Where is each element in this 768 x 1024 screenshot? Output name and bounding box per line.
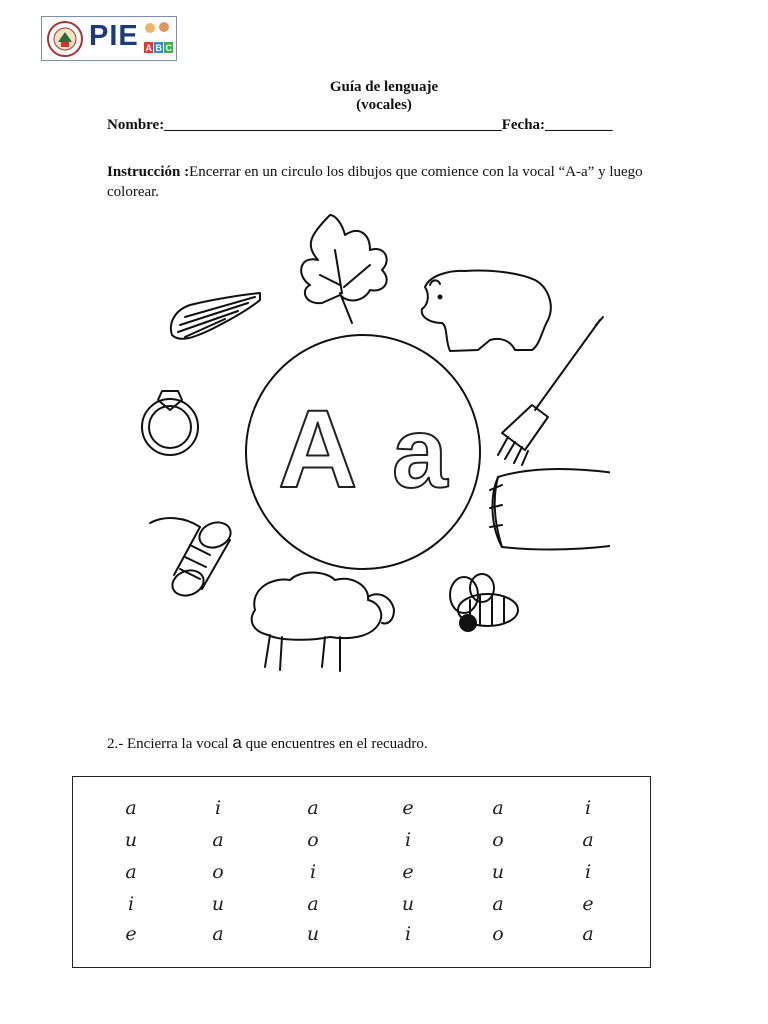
- vowel-cell[interactable]: o: [212, 861, 224, 883]
- question-2-prefix: 2.- Encierra la vocal: [107, 736, 229, 752]
- vowel-cell[interactable]: o: [307, 829, 319, 851]
- pillow-icon[interactable]: [490, 469, 610, 550]
- vowel-cell[interactable]: u: [401, 893, 415, 915]
- vowel-cell[interactable]: a: [125, 797, 137, 819]
- vowel-cell[interactable]: i: [404, 923, 412, 945]
- ring-icon[interactable]: [142, 391, 198, 455]
- vowel-cell[interactable]: a: [125, 861, 137, 883]
- school-logo: [41, 16, 177, 61]
- instruction-label: Instrucción :: [107, 164, 190, 180]
- vowel-cell[interactable]: a: [307, 893, 319, 915]
- vowel-cell[interactable]: a: [212, 923, 224, 945]
- vowel-cell[interactable]: i: [404, 829, 412, 851]
- question-2: [107, 733, 428, 753]
- date-label: Fecha:: [501, 117, 546, 133]
- vowel-cell[interactable]: i: [127, 893, 135, 915]
- worksheet-subtitle: (vocales): [356, 97, 412, 113]
- sheep-icon[interactable]: [252, 573, 394, 672]
- instruction-body: Encerrar en un circulo los dibujos que comience con la vocal “A-a” y luego colorear.: [107, 164, 643, 200]
- vowel-picture-circle: [130, 205, 610, 685]
- kids-abc-icon: [142, 20, 175, 58]
- vowel-cell[interactable]: e: [125, 923, 137, 945]
- vowel-cell[interactable]: a: [582, 829, 594, 851]
- date-field[interactable]: _________: [545, 117, 613, 133]
- spool-icon[interactable]: [150, 518, 234, 600]
- vowel-cell[interactable]: e: [582, 893, 594, 915]
- wing-icon[interactable]: [171, 293, 260, 339]
- vowel-grid-box: [72, 776, 651, 968]
- vowel-cell[interactable]: i: [584, 797, 592, 819]
- vowel-cell[interactable]: e: [402, 861, 414, 883]
- vowel-cell[interactable]: i: [309, 861, 317, 883]
- svg-text:A: A: [145, 43, 152, 53]
- leaf-icon[interactable]: [301, 215, 387, 323]
- question-2-suffix: que encuentres en el recuadro.: [245, 736, 428, 752]
- broom-icon[interactable]: [498, 317, 603, 465]
- vowel-cell[interactable]: u: [211, 893, 225, 915]
- vowel-cell[interactable]: e: [402, 797, 414, 819]
- vowel-cell[interactable]: a: [212, 829, 224, 851]
- vowel-cell[interactable]: a: [307, 797, 319, 819]
- vowel-cell[interactable]: u: [124, 829, 138, 851]
- vowel-cell[interactable]: a: [492, 893, 504, 915]
- worksheet-title: Guía de lenguaje: [329, 79, 439, 95]
- vowel-cell[interactable]: u: [491, 861, 505, 883]
- vowel-cell[interactable]: a: [582, 923, 594, 945]
- name-date-line: [107, 117, 613, 134]
- vowel-cell[interactable]: a: [492, 797, 504, 819]
- svg-text:B: B: [155, 43, 162, 53]
- vowel-cell[interactable]: o: [492, 923, 504, 945]
- vowel-cell[interactable]: i: [214, 797, 222, 819]
- question-2-vowel: a: [232, 733, 242, 752]
- name-field[interactable]: _____________________________________________: [164, 117, 502, 133]
- bear-icon[interactable]: [422, 270, 551, 351]
- bee-icon[interactable]: [450, 574, 518, 631]
- logo-text: PIE: [89, 20, 139, 52]
- center-letter-upper: A: [278, 388, 358, 511]
- school-seal-icon: [46, 20, 84, 58]
- vowel-cell[interactable]: i: [584, 861, 592, 883]
- vowel-cell[interactable]: o: [492, 829, 504, 851]
- vowel-cell[interactable]: u: [306, 923, 320, 945]
- name-label: Nombre:: [107, 117, 165, 133]
- instruction-text: [107, 162, 647, 202]
- center-letter-lower: a: [392, 397, 448, 509]
- svg-text:C: C: [165, 43, 172, 53]
